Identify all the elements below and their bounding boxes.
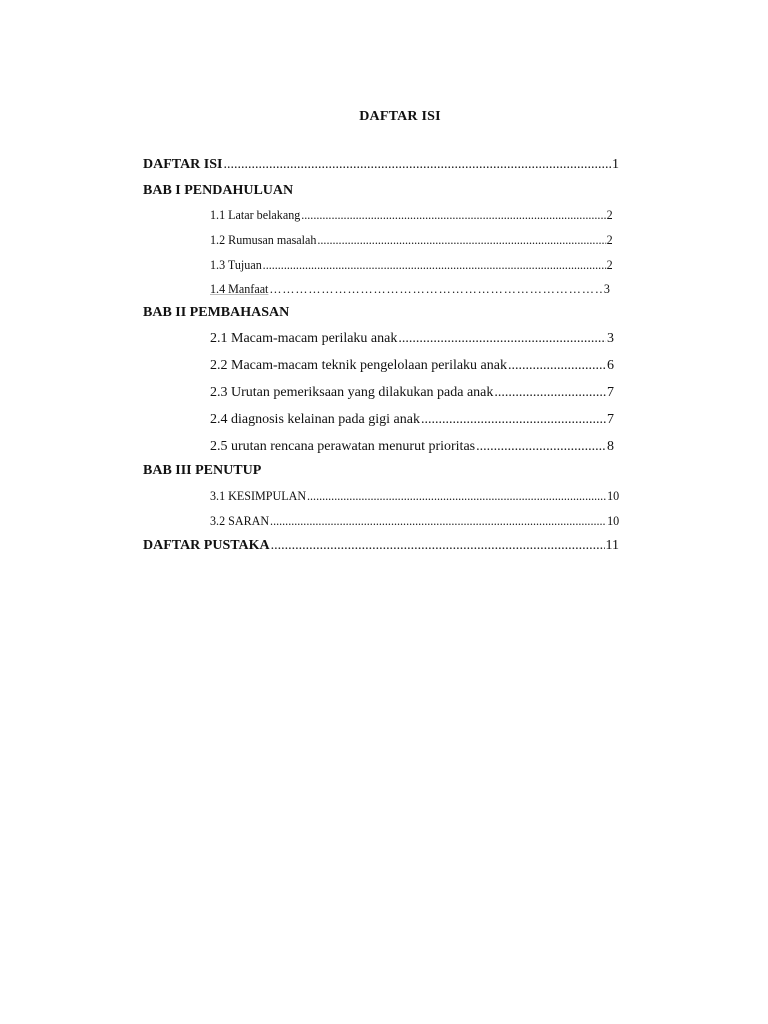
toc-entry-label: 2.1 Macam-macam perilaku anak [210,331,398,346]
toc-page-number: 10 [607,488,620,503]
toc-entry-label: 1.1 Latar belakang [210,207,301,222]
toc-leader-dots [398,331,606,347]
toc-leader-dots [270,513,606,529]
chapter-heading-bab1: BAB I PENDAHULUAN [143,183,294,198]
toc-leader-dots [508,358,606,374]
toc-entry-1-2[interactable] [210,232,613,248]
toc-leader-dots [494,385,606,401]
toc-page-number: 1 [612,157,619,172]
toc-entry-1-3[interactable] [210,257,613,273]
toc-entry-label: DAFTAR PUSTAKA [143,538,270,553]
chapter-heading-bab3: BAB III PENUTUP [143,463,262,478]
toc-page-number: 10 [607,513,620,528]
toc-entry-3-2[interactable] [210,513,619,529]
toc-page-number: 11 [605,538,619,553]
page-title: DAFTAR ISI [359,109,441,124]
toc-entry-daftar-pustaka[interactable] [143,538,619,554]
toc-leader-dots [301,207,605,223]
chapter-heading-bab2: BAB II PEMBAHASAN [143,305,290,320]
toc-entry-label: 2.3 Urutan pemeriksaan yang dilakukan pada anak [210,385,494,400]
toc-page-number: 3 [607,331,614,346]
toc-entry-label: DAFTAR ISI [143,157,223,172]
toc-entry-label: 2.5 urutan rencana perawatan menurut prioritas [210,439,476,454]
toc-page-number: 2 [606,207,613,222]
toc-leader-dots [271,538,605,554]
toc-entry-label: 1.2 Rumusan masalah [210,232,317,247]
toc-entry-1-4[interactable] [210,281,610,297]
toc-leader-dots [421,412,606,428]
toc-leader-dots [317,232,605,248]
toc-entry-label: 1.4 Manfaat [210,281,269,296]
toc-page-number: 3 [603,281,610,296]
toc-leader-dots [307,488,606,504]
toc-entry-2-3[interactable] [210,385,614,401]
toc-page-number: 8 [607,439,614,454]
toc-entry-label: 1.3 Tujuan [210,257,262,272]
toc-leader-dots [263,257,606,273]
toc-entry-1-1[interactable] [210,207,613,223]
toc-leader-dots [269,281,603,297]
toc-entry-2-2[interactable] [210,358,614,374]
toc-entry-label: 3.2 SARAN [210,513,270,528]
toc-entry-2-4[interactable] [210,412,614,428]
toc-leader-dots [476,439,606,455]
toc-page-number: 6 [607,358,614,373]
toc-entry-2-1[interactable] [210,331,614,347]
toc-entry-label: 3.1 KESIMPULAN [210,488,307,503]
toc-page-number: 2 [606,257,613,272]
toc-entry-label: 2.4 diagnosis kelainan pada gigi anak [210,412,420,427]
toc-entry-3-1[interactable] [210,488,619,504]
toc-leader-dots [223,157,611,173]
toc-entry-daftar-isi[interactable] [143,157,619,173]
toc-page-number: 7 [607,385,614,400]
toc-page-number: 2 [606,232,613,247]
toc-page-number: 7 [607,412,614,427]
toc-entry-label: 2.2 Macam-macam teknik pengelolaan perilaku anak [210,358,507,373]
toc-entry-2-5[interactable] [210,439,614,455]
